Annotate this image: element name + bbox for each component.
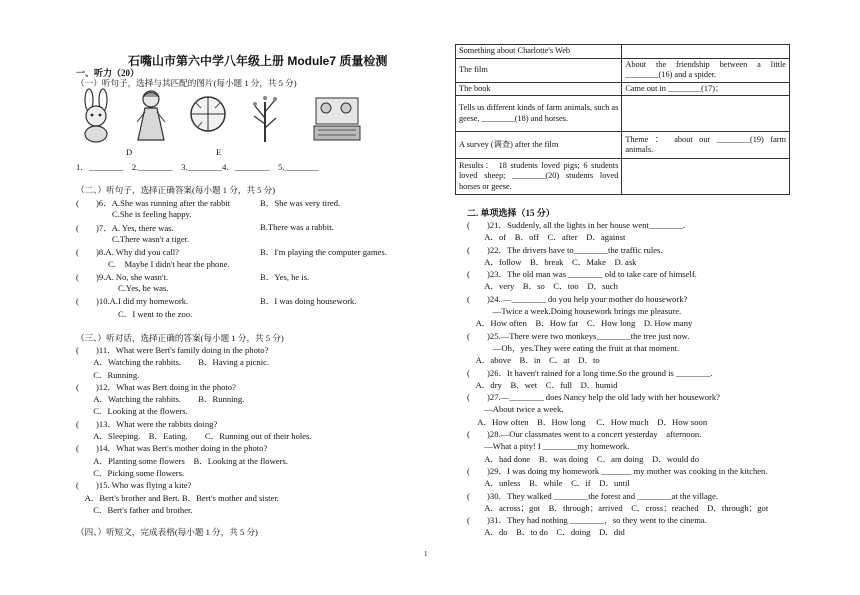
tree-icon — [249, 88, 281, 143]
part1-answer-blanks: 1．________ 2.________ 3.________4．________ 5.________ — [76, 162, 319, 172]
charlottes-web-table — [455, 44, 790, 195]
choice-line: —Twice a week.Doing housework brings me pleasure. — [467, 306, 682, 317]
table-cell: A survey (调查) after the film — [456, 132, 622, 159]
choice-line: A．dry B．wet C．full D．humid — [467, 379, 618, 390]
question-6-c: C.She is feeling happy. — [112, 209, 192, 220]
question-9 — [76, 271, 446, 283]
choice-line: A．had done B．was doing C．am doing D．would do — [467, 453, 700, 464]
part3-line: A．Sleeping. B．Eating. C．Running out of their holes. — [76, 431, 312, 442]
part3-line: ( )13．What were the rabbits doing? — [76, 418, 218, 429]
choice-line: ( )25.—There were two monkeys________the tree just now. — [467, 330, 690, 341]
choice-line: ( )27.—________ does Nancy help the old lady with her housework? — [467, 392, 720, 403]
picture-label-d: D — [126, 147, 133, 157]
choice-line: A．of B．off C．after D．against — [467, 232, 626, 243]
part3-line: ( )12．What was Bert doing in the photo? — [76, 381, 236, 392]
choice-line: ( )23．The old man was ________ old to take care of himself. — [467, 269, 697, 280]
question-10-c: C．I went to the zoo. — [118, 308, 193, 319]
part3-line: ( )14．What was Bert's mother doing in the photo? — [76, 443, 268, 454]
part4-instruction: （四、）听短文，完成表格(每小题 1 分，共 5 分) — [76, 527, 258, 537]
table-cell: Came out in ________(17)； — [622, 82, 790, 96]
table-cell: Results： 18 students loved pigs; 6 students loved sheep; ________(20) students loved horses or geese. — [456, 159, 622, 195]
question-10-a: ( )10.A.I did my homework. — [76, 296, 189, 307]
question-9-a: ( )9.A. No, she wasn't. — [76, 271, 169, 282]
question-7 — [76, 222, 446, 234]
table-cell — [622, 159, 790, 195]
choice-line: —About twice a week. — [467, 404, 564, 415]
rabbit-icon — [74, 88, 120, 143]
choice-line: ( )21．Suddenly, all the lights in her house went________. — [467, 220, 686, 230]
part3-questions — [76, 344, 312, 516]
page-number: 1 — [424, 550, 428, 558]
question-6-b: B．She was very tired. — [260, 198, 341, 208]
choice-questions — [467, 219, 768, 539]
choice-line: ( )28.—Our classmates went to a concert yesterday afternoon. — [467, 429, 702, 440]
choice-line: A．unless B．while C．if D．until — [467, 478, 630, 489]
question-10 — [76, 295, 446, 307]
choice-line: ( )29．I was doing my homework _______ my mother was cooking in the kitchen. — [467, 465, 768, 476]
choice-line: A．very B．so C．too D．such — [467, 281, 618, 292]
table-cell: The book — [456, 82, 622, 96]
picnic-icon — [312, 88, 362, 143]
question-7-a: ( )7．A. Yes, there was. — [76, 222, 174, 233]
question-6-a: ( )6．A.She was running after the rabbit — [76, 198, 231, 208]
part1-instruction: （一）听句子，选择与其匹配的图片(每小题 1 分，共 5 分) — [76, 78, 297, 88]
part3-line: ( )15. Who was flying a kite? — [76, 480, 192, 491]
choice-line: A．do B．to do C．doing D．did — [467, 527, 625, 538]
question-6 — [76, 197, 446, 209]
part3-line: C．Picking some flowers. — [76, 467, 185, 478]
part2-questions — [76, 197, 446, 320]
table-cell — [622, 96, 790, 132]
page-title: 石嘴山市第六中学八年级上册 Module7 质量检测 — [128, 54, 388, 68]
part3-line: A．Planting some flowers B．Looking at the flowers. — [76, 455, 288, 466]
question-7-b: B.There was a rabbit. — [260, 221, 334, 232]
choice-line: —Oh，yes.They were eating the fruit at that moment. — [467, 342, 680, 353]
choice-line: A．follow B．break C．Make D. ask — [467, 256, 637, 267]
part3-line: A．Watching the rabbits. B．Having a picnic. — [76, 357, 270, 368]
choice-line: ( )26．It haven't rained for a long time.So the ground is ________. — [467, 367, 713, 378]
part3-line: C．Looking at the flowers. — [76, 406, 188, 417]
table-cell: Theme ： about our ________(19) farm animals. — [622, 132, 790, 159]
girl-icon — [131, 88, 171, 143]
choice-line: A．across；got B．through；arrived C．cross；reached D．through；got — [467, 502, 769, 513]
table-cell: The film — [456, 58, 622, 82]
part3-instruction: （三、）听对话，选择正确的答案(每小题 1 分，共 5 分) — [76, 333, 284, 343]
question-8-b: B．I'm playing the computer games. — [260, 247, 387, 258]
choice-line: A．How often B．How long C．How much D．How soon — [467, 416, 708, 427]
table-cell: About the friendship between a little ________(16) and a spider. — [622, 58, 790, 82]
choice-line: A．above B．in C．at D．to — [467, 355, 600, 366]
choice-line: ( )24. —________ do you help your mother do housework? — [467, 293, 688, 304]
question-8 — [76, 246, 446, 258]
part3-line: C．Running. — [76, 369, 140, 380]
table-cell: Tells us different kinds of farm animals, such as geese, ________(18) and horses. — [456, 96, 622, 132]
part2-instruction: （二、）听句子，选择正确答案(每小题 1 分，共 5 分) — [76, 185, 276, 195]
choice-line: ( )22．The drivers have to________the traffic rules. — [467, 244, 663, 255]
choice-line: ( )30．They walked ________the forest and ________at the village. — [467, 490, 719, 501]
question-8-c: C. Maybe I didn't hear the phone. — [108, 259, 230, 270]
picture-label-e: E — [216, 147, 222, 157]
choice-line: A．How often B．How far C．How long D. How many — [467, 318, 693, 329]
question-9-c: C.Yes, he was. — [118, 283, 169, 294]
question-10-b: B．I was doing housework. — [260, 296, 357, 307]
listening-heading: 一、听力（20） — [76, 68, 140, 78]
table-header-empty — [622, 45, 790, 59]
part3-line: A．Bert's brother and Bert. B．Bert's mother and sister. — [76, 492, 279, 503]
part3-line: A．Watching the rabbits. B．Running. — [76, 394, 245, 405]
question-8-a: ( )8.A. Why did you call? — [76, 247, 179, 258]
question-7-c: C.There wasn't a tiger. — [112, 233, 190, 244]
choice-heading: 二. 单项选择（15 分） — [467, 208, 555, 218]
part3-line: ( )11．What were Bert's family doing in the photo? — [76, 345, 269, 355]
choice-line: —What a pity! I ________my homework. — [467, 441, 630, 452]
question-9-b: B．Yes, he is. — [260, 271, 310, 282]
part3-line: C．Bert's father and brother. — [76, 504, 193, 515]
choice-line: ( )31．They had nothing ________，so they went to the cinema. — [467, 515, 707, 526]
window-icon — [187, 88, 229, 143]
table-header: Something about Charlotte's Web — [456, 45, 622, 59]
